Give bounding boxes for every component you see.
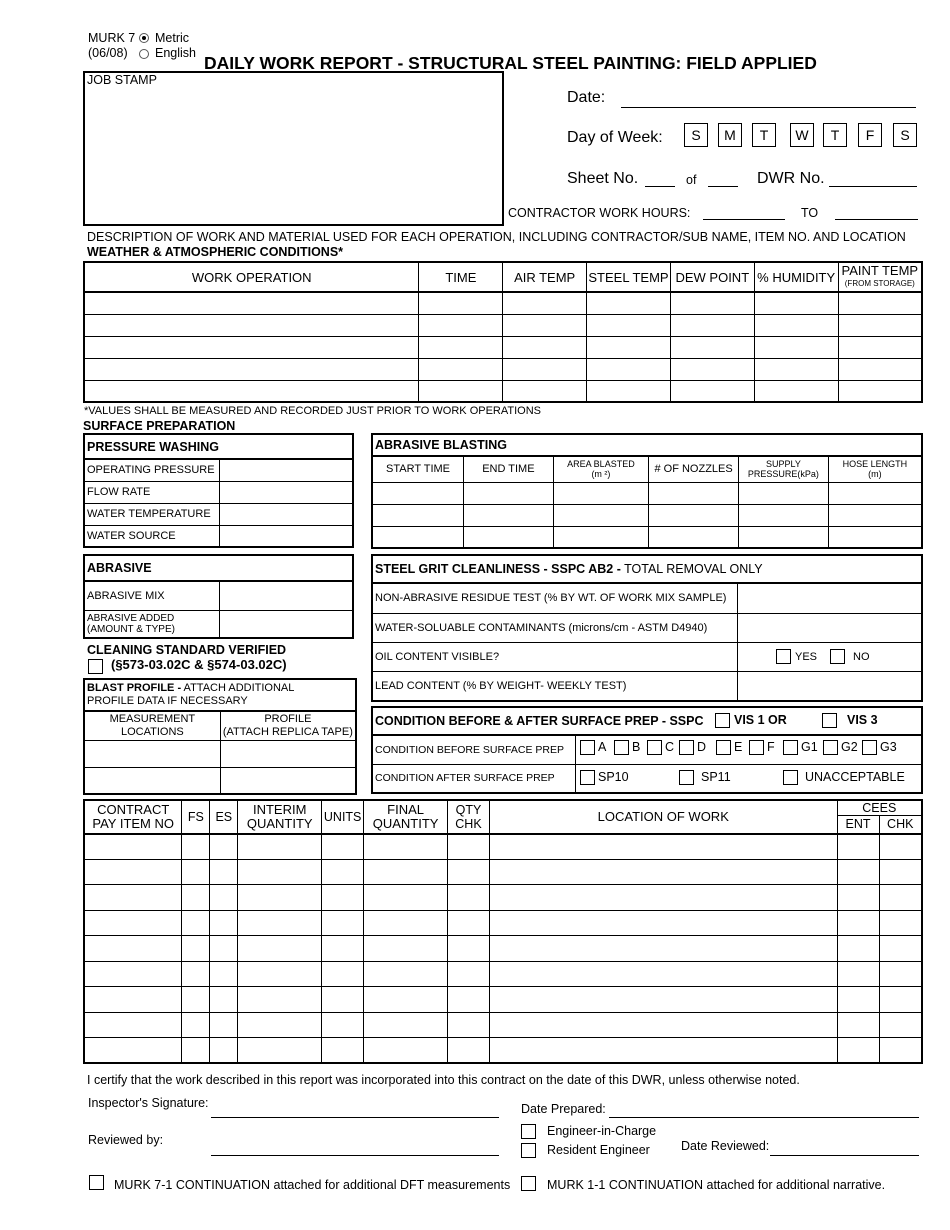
col-nozzles: # OF NOZZLES (649, 456, 739, 482)
day-saturday[interactable]: S (893, 123, 917, 147)
cleaning-standard-title: CLEANING STANDARD VERIFIED (87, 643, 287, 657)
blast-profile-title-bold: BLAST PROFILE - (87, 682, 182, 694)
murk11-label: MURK 1-1 CONTINUATION attached for additional narrative. (547, 1178, 886, 1192)
pay-item-row[interactable] (84, 961, 922, 987)
sheet-no-label: Sheet No. (567, 170, 639, 187)
col-measurement-locations (84, 711, 220, 740)
weather-title: WEATHER & ATMOSPHERIC CONDITIONS* (87, 245, 344, 259)
before-e-label: E (734, 740, 743, 754)
weather-footnote: *VALUES SHALL BE MEASURED AND RECORDED JUST PRIOR TO WORK OPERATIONS (84, 405, 542, 417)
col-final-quantity (364, 800, 448, 834)
english-radio[interactable] (139, 49, 149, 59)
supply-unit: PRESSURE(kPa) (747, 469, 819, 480)
profile-label: PROFILE (264, 712, 312, 725)
blasting-row[interactable] (372, 504, 922, 526)
condition-before-label: CONDITION BEFORE SURFACE PREP (372, 735, 575, 764)
col-cees: CEES (837, 800, 922, 816)
locations-label: LOCATIONS (121, 725, 184, 738)
after-sp10-checkbox[interactable] (580, 770, 595, 785)
col-location-of-work: LOCATION OF WORK (489, 800, 837, 834)
blast-profile-title (84, 679, 356, 711)
blasting-row[interactable] (372, 482, 922, 504)
col-qty-chk (448, 800, 490, 834)
pay-item-no-label: PAY ITEM NO (92, 815, 174, 831)
pay-items-table (83, 799, 923, 1064)
vis1-label: VIS 1 OR (734, 713, 787, 727)
oil-yes-checkbox[interactable] (776, 649, 791, 664)
contract-label: CONTRACT (97, 801, 170, 817)
oil-content-label: OIL CONTENT VISIBLE? (372, 642, 738, 671)
murk71-checkbox[interactable] (89, 1175, 104, 1190)
murk71-label: MURK 7-1 CONTINUATION attached for additional DFT measurements (114, 1178, 511, 1192)
pay-item-row[interactable] (84, 834, 922, 860)
col-start-time: START TIME (372, 456, 464, 482)
engineer-in-charge-checkbox[interactable] (521, 1124, 536, 1139)
col-units: UNITS (322, 800, 364, 834)
supply-label: SUPPLY (765, 459, 801, 470)
before-g2-checkbox[interactable] (823, 740, 838, 755)
day-wednesday[interactable]: W (790, 123, 814, 147)
area-blasted-unit: (m ²) (591, 469, 611, 480)
condition-after-label: CONDITION AFTER SURFACE PREP (372, 764, 575, 793)
residue-test-field[interactable] (738, 583, 922, 613)
hours-to-field[interactable] (835, 219, 918, 220)
blast-profile-table (83, 678, 357, 795)
col-air-temp: AIR TEMP (503, 262, 587, 292)
before-a-label: A (598, 740, 607, 754)
sheet-total-field[interactable] (708, 186, 738, 187)
job-stamp-box[interactable] (83, 71, 504, 226)
before-g1-label: G1 (801, 740, 818, 754)
lead-content-label: LEAD CONTENT (% BY WEIGHT- WEEKLY TEST) (372, 671, 738, 701)
after-unacceptable-label: UNACCEPTABLE (805, 770, 905, 784)
vis3-label: VIS 3 (847, 713, 878, 727)
condition-title-row (372, 707, 922, 735)
col-area-blasted (553, 456, 649, 482)
blast-profile-title-rest: ATTACH ADDITIONAL (181, 682, 295, 694)
date-reviewed-field[interactable] (770, 1155, 919, 1156)
day-sunday[interactable]: S (684, 123, 708, 147)
area-blasted-label: AREA BLASTED (567, 459, 635, 470)
blasting-row[interactable] (372, 526, 922, 548)
dwr-no-label: DWR No. (757, 170, 825, 187)
abrasive-added-label (84, 610, 219, 638)
operating-pressure-label: OPERATING PRESSURE (84, 459, 219, 481)
col-profile (220, 711, 356, 740)
col-humidity: % HUMIDITY (754, 262, 838, 292)
weather-row[interactable] (84, 358, 922, 380)
hours-from-field[interactable] (703, 219, 785, 220)
description-text: DESCRIPTION OF WORK AND MATERIAL USED FOR EACH OPERATION, INCLUDING CONTRACTOR/SUB NAME, ITEM NO. AND LOCATION (87, 230, 906, 244)
before-a-checkbox[interactable] (580, 740, 595, 755)
oil-no-checkbox[interactable] (830, 649, 845, 664)
resident-engineer-label: Resident Engineer (547, 1143, 650, 1157)
date-label: Date: (567, 89, 606, 106)
col-time: TIME (419, 262, 503, 292)
pay-item-row[interactable] (84, 859, 922, 885)
inspector-signature-field[interactable] (211, 1117, 499, 1118)
steel-grit-title-rest: TOTAL REMOVAL ONLY (620, 562, 763, 576)
cleaning-standard-checkbox[interactable] (88, 659, 103, 674)
col-contract-pay-item (84, 800, 182, 834)
day-tuesday[interactable]: T (752, 123, 776, 147)
flow-rate-field[interactable] (219, 481, 353, 503)
steel-grit-table (371, 554, 923, 702)
english-label: English (155, 46, 196, 60)
to-label: TO (801, 206, 819, 220)
final-quantity-label: QUANTITY (372, 815, 439, 831)
resident-engineer-checkbox[interactable] (521, 1143, 536, 1158)
water-source-label: WATER SOURCE (84, 525, 219, 547)
after-sp11-label: SP11 (701, 770, 731, 784)
replica-tape-label: (ATTACH REPLICA TAPE) (222, 725, 353, 738)
before-c-checkbox[interactable] (647, 740, 662, 755)
weather-row[interactable] (84, 292, 922, 314)
col-fs: FS (182, 800, 210, 834)
contaminants-field[interactable] (738, 613, 922, 642)
before-f-label: F (767, 740, 775, 754)
oil-yes-label: YES (795, 651, 818, 663)
before-g3-label: G3 (880, 740, 897, 754)
date-prepared-label: Date Prepared: (521, 1102, 606, 1116)
qty-label: QTY (455, 802, 482, 817)
steel-grit-title (372, 555, 922, 583)
operating-pressure-field[interactable] (219, 459, 353, 481)
residue-test-label: NON-ABRASIVE RESIDUE TEST (% BY WT. OF WORK MIX SAMPLE) (372, 583, 738, 613)
condition-title: CONDITION BEFORE & AFTER SURFACE PREP - SSPC (375, 714, 704, 728)
abrasive-title: ABRASIVE (84, 555, 353, 581)
dwr-no-field[interactable] (829, 186, 917, 187)
col-dew-point: DEW POINT (670, 262, 754, 292)
pay-item-row[interactable] (84, 885, 922, 911)
surface-prep-title: SURFACE PREPARATION (83, 419, 236, 433)
job-stamp-label: JOB STAMP (87, 73, 157, 87)
pressure-washing-title: PRESSURE WASHING (84, 434, 353, 459)
before-g1-checkbox[interactable] (783, 740, 798, 755)
paint-temp-sub: (FROM STORAGE) (844, 279, 915, 288)
before-e-checkbox[interactable] (716, 740, 731, 755)
date-field[interactable] (621, 107, 916, 108)
vis1-checkbox[interactable] (715, 713, 730, 728)
pay-item-row[interactable] (84, 936, 922, 962)
after-sp10-label: SP10 (598, 770, 629, 784)
before-b-checkbox[interactable] (614, 740, 629, 755)
after-sp11-checkbox[interactable] (679, 770, 694, 785)
after-unacceptable-checkbox[interactable] (783, 770, 798, 785)
abrasive-table (83, 554, 354, 639)
murk11-checkbox[interactable] (521, 1176, 536, 1191)
interim-label: INTERIM (252, 801, 307, 817)
water-source-field[interactable] (219, 525, 353, 547)
measurement-label: MEASUREMENT (109, 712, 196, 725)
abrasive-added-field[interactable] (219, 610, 353, 638)
day-of-week-label: Day of Week: (567, 129, 663, 146)
water-temp-field[interactable] (219, 503, 353, 525)
engineer-in-charge-label: Engineer-in-Charge (547, 1124, 657, 1138)
pay-item-row[interactable] (84, 987, 922, 1013)
col-chk: CHK (879, 816, 922, 834)
form-revision: (06/08) (88, 46, 128, 60)
pay-item-row[interactable] (84, 1012, 922, 1038)
col-supply-pressure (738, 456, 828, 482)
oil-no-label: NO (853, 651, 870, 663)
qty-chk-label: CHK (455, 816, 482, 831)
weather-row[interactable] (84, 380, 922, 402)
interim-quantity-label: QUANTITY (246, 815, 313, 831)
col-end-time: END TIME (464, 456, 554, 482)
weather-row[interactable] (84, 314, 922, 336)
contaminants-label: WATER-SOLUABLE CONTAMINANTS (microns/cm - ASTM D4940) (372, 613, 738, 642)
lead-content-field[interactable] (738, 671, 922, 701)
contractor-hours-label: CONTRACTOR WORK HOURS: (508, 206, 691, 220)
vis3-checkbox[interactable] (822, 713, 837, 728)
col-hose-length (828, 456, 922, 482)
of-label: of (686, 173, 697, 187)
before-b-label: B (632, 740, 641, 754)
weather-table (83, 261, 923, 403)
abrasive-added-line2: (AMOUNT & TYPE) (87, 623, 175, 635)
form-title: DAILY WORK REPORT - STRUCTURAL STEEL PAINTING: FIELD APPLIED (204, 53, 817, 73)
before-g2-label: G2 (841, 740, 858, 754)
abrasive-blasting-table (371, 433, 923, 549)
inspector-signature-label: Inspector's Signature: (88, 1096, 209, 1110)
profile-row[interactable] (84, 767, 356, 794)
certify-text: I certify that the work described in this report was incorporated into this contract on the date of this DWR, unless otherwise noted. (87, 1073, 800, 1087)
cleaning-standard-ref: (§573-03.02C & §574-03.02C) (111, 657, 287, 672)
day-monday[interactable]: M (718, 123, 742, 147)
flow-rate-label: FLOW RATE (84, 481, 219, 503)
hose-label: HOSE LENGTH (842, 459, 908, 470)
abrasive-added-line1: ABRASIVE ADDED (87, 612, 175, 624)
weather-row[interactable] (84, 336, 922, 358)
blast-profile-title-line2: PROFILE DATA IF NECESSARY (87, 695, 248, 707)
abrasive-mix-field[interactable] (219, 581, 353, 610)
reviewed-by-field[interactable] (211, 1155, 499, 1156)
final-label: FINAL (387, 801, 424, 817)
pay-item-row[interactable] (84, 1038, 922, 1064)
before-d-checkbox[interactable] (679, 740, 694, 755)
date-prepared-field[interactable] (609, 1117, 919, 1118)
metric-label: Metric (155, 31, 190, 45)
before-g3-checkbox[interactable] (862, 740, 877, 755)
water-temp-label: WATER TEMPERATURE (84, 503, 219, 525)
col-steel-temp: STEEL TEMP (587, 262, 671, 292)
abrasive-mix-label: ABRASIVE MIX (84, 581, 219, 610)
paint-temp-label: PAINT TEMP (841, 263, 919, 278)
col-es: ES (210, 800, 238, 834)
before-c-label: C (665, 740, 675, 754)
day-thursday[interactable]: T (823, 123, 847, 147)
col-paint-temp (838, 262, 922, 292)
form-code: MURK 7 (88, 31, 136, 45)
reviewed-by-label: Reviewed by: (88, 1133, 164, 1147)
hose-unit: (m) (868, 469, 882, 480)
col-ent: ENT (837, 816, 879, 834)
before-f-checkbox[interactable] (749, 740, 764, 755)
profile-row[interactable] (84, 740, 356, 767)
pay-item-row[interactable] (84, 910, 922, 936)
sheet-no-field[interactable] (645, 186, 675, 187)
before-d-label: D (697, 740, 707, 754)
metric-radio[interactable] (139, 33, 149, 43)
col-work-operation: WORK OPERATION (84, 262, 419, 292)
date-reviewed-label: Date Reviewed: (681, 1139, 770, 1153)
col-interim-quantity (238, 800, 322, 834)
abrasive-blasting-title: ABRASIVE BLASTING (372, 434, 922, 456)
steel-grit-title-bold: STEEL GRIT CLEANLINESS - SSPC AB2 - (375, 562, 621, 576)
pressure-washing-table (83, 433, 354, 548)
day-friday[interactable]: F (858, 123, 882, 147)
